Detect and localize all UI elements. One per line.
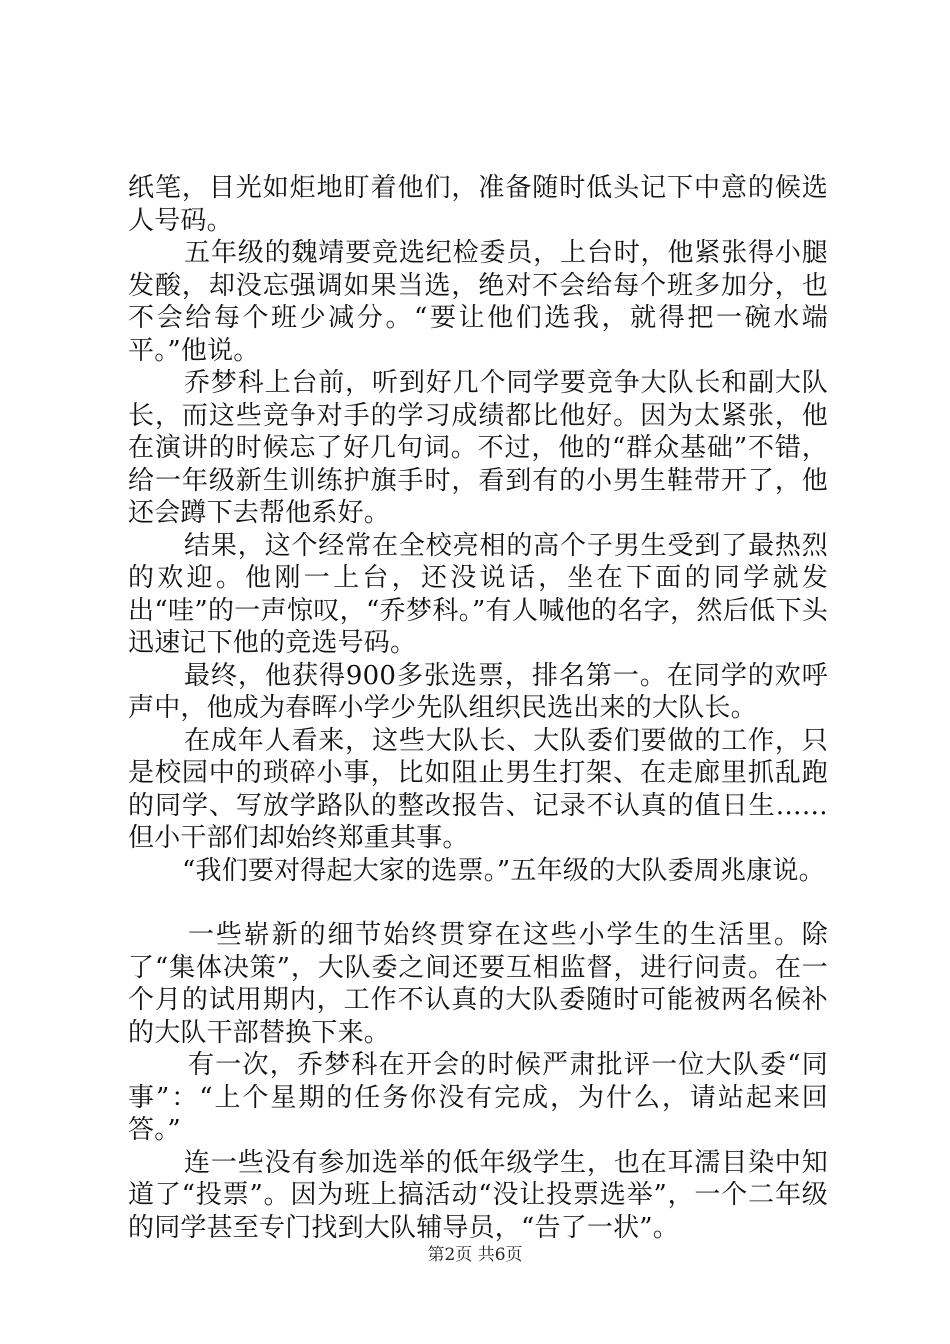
paragraph-7: “我们要对得起大家的选票。”五年级的大队委周兆康说。	[182, 855, 825, 886]
paragraph-10: 连一些没有参加选举的低年级学生，也在耳濡目染中知道了“投票”。因为班上搞活动“没让投票选举”，一个二年级的同学甚至专门找到大队辅导员，“告了一状”。	[128, 1147, 828, 1243]
paragraph-2: 五年级的魏靖要竞选纪检委员，上台时，他紧张得小腿发酸，却没忘强调如果当选，绝对不会给每个班多加分，也不会给每个班少减分。“要让他们选我，就得把一碗水端平。”他说。	[128, 238, 828, 366]
paragraph-8: 一些崭新的细节始终贯穿在这些小学生的生活里。除了“集体决策”，大队委之间还要互相监督，进行问责。在一个月的试用期内，工作不认真的大队委随时可能被两名候补的大队干部替换下来。	[128, 920, 828, 1048]
paragraph-5: 最终，他获得900多张选票，排名第一。在同学的欢呼声中，他成为春晖小学少先队组织民选出来的大队长。	[128, 660, 828, 723]
page-number-footer: 第2页 共6页	[427, 1245, 523, 1265]
paragraph-6: 在成年人看来，这些大队长、大队委们要做的工作，只是校园中的琐碎小事，比如阻止男生打架、在走廊里抓乱跑的同学、写放学路队的整改报告、记录不认真的值日生……但小干部们却始终郑重其事。	[128, 725, 828, 853]
paragraph-4: 结果，这个经常在全校亮相的高个子男生受到了最热烈的欢迎。他刚一上台，还没说话，坐在下面的同学就发出“哇”的一声惊叹，“乔梦科。”有人喊他的名字，然后低下头迅速记下他的竞选号码。	[128, 530, 828, 658]
article-body	[128, 172, 828, 1244]
paragraph-9: 有一次，乔梦科在开会的时候严肃批评一位大队委“同事”：“上个星期的任务你没有完成，为什么，请站起来回答。”	[128, 1050, 828, 1145]
paragraph-1: 纸笔，目光如炬地盯着他们，准备随时低头记下中意的候选人号码。	[128, 173, 828, 236]
paragraph-3: 乔梦科上台前，听到好几个同学要竞争大队长和副大队长，而这些竞争对手的学习成绩都比他好。因为太紧张，他在演讲的时候忘了好几句词。不过，他的“群众基础”不错，给一年级新生训练护旗手时，看到有的小男生鞋带开了，他还会蹲下去帮他系好。	[128, 368, 828, 528]
